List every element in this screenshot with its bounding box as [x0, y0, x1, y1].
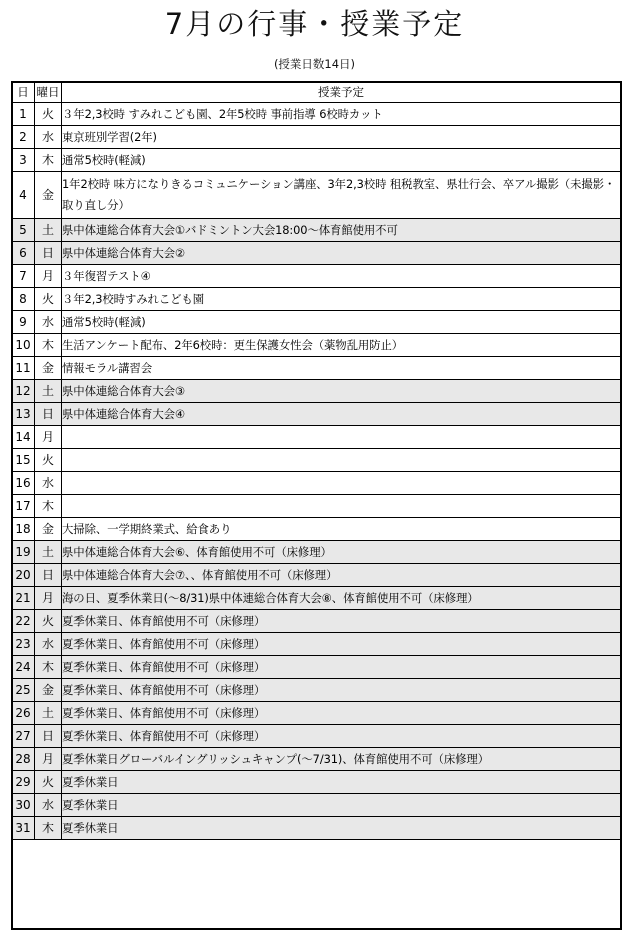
weekday-cell: 土	[35, 219, 62, 242]
event-cell: ３年復習テスト④	[62, 265, 621, 288]
table-row	[12, 817, 621, 840]
weekday-cell: 水	[35, 472, 62, 495]
table-row	[12, 771, 621, 794]
weekday-cell: 金	[35, 172, 62, 219]
day-cell: 25	[12, 679, 35, 702]
table-header-row	[12, 82, 621, 103]
weekday-cell: 金	[35, 518, 62, 541]
event-cell: 東京班別学習(2年)	[62, 126, 621, 149]
day-cell: 10	[12, 334, 35, 357]
weekday-cell: 火	[35, 771, 62, 794]
day-cell: 9	[12, 311, 35, 334]
day-cell: 28	[12, 748, 35, 771]
day-cell: 11	[12, 357, 35, 380]
header-events: 授業予定	[62, 82, 621, 103]
table-row	[12, 587, 621, 610]
day-cell: 7	[12, 265, 35, 288]
event-cell: 夏季休業日、体育館使用不可（床修理）	[62, 679, 621, 702]
day-cell: 20	[12, 564, 35, 587]
weekday-cell: 金	[35, 679, 62, 702]
day-cell: 2	[12, 126, 35, 149]
day-cell: 24	[12, 656, 35, 679]
table-row	[12, 357, 621, 380]
schedule-table	[11, 81, 621, 840]
event-cell	[62, 449, 621, 472]
table-row	[12, 311, 621, 334]
event-cell: 県中体連総合体育大会⑦、、体育館使用不可（床修理）	[62, 564, 621, 587]
table-row	[12, 242, 621, 265]
weekday-cell: 土	[35, 541, 62, 564]
day-cell: 12	[12, 380, 35, 403]
event-cell: ３年2,3校時すみれこども園	[62, 288, 621, 311]
page-title: 7月の行事・授業予定	[164, 7, 465, 41]
weekday-cell: 木	[35, 495, 62, 518]
day-cell: 23	[12, 633, 35, 656]
table-row	[12, 725, 621, 748]
event-cell: ３年2,3校時 すみれこども園、2年5校時 事前指導 6校時カット	[62, 103, 621, 126]
event-cell: 夏季休業日、体育館使用不可（床修理）	[62, 725, 621, 748]
weekday-cell: 水	[35, 126, 62, 149]
table-row	[12, 748, 621, 771]
event-cell: 生活アンケート配布、2年6校時：更生保護女性会（薬物乱用防止）	[62, 334, 621, 357]
weekday-cell: 水	[35, 794, 62, 817]
weekday-cell: 土	[35, 380, 62, 403]
table-row	[12, 541, 621, 564]
table-row	[12, 172, 621, 219]
event-cell: 夏季休業日	[62, 817, 621, 840]
table-row	[12, 495, 621, 518]
table-row	[12, 518, 621, 541]
table-row	[12, 702, 621, 725]
event-cell: 夏季休業日	[62, 771, 621, 794]
weekday-cell: 月	[35, 748, 62, 771]
event-cell: 県中体連総合体育大会①バドミントン大会18:00～体育館使用不可	[62, 219, 621, 242]
day-cell: 13	[12, 403, 35, 426]
event-cell: 情報モラル講習会	[62, 357, 621, 380]
class-days-note: (授業日数14日)	[273, 57, 356, 71]
day-cell: 19	[12, 541, 35, 564]
table-row	[12, 103, 621, 126]
table-row	[12, 149, 621, 172]
event-cell: 夏季休業日、体育館使用不可（床修理）	[62, 633, 621, 656]
day-cell: 6	[12, 242, 35, 265]
day-cell: 4	[12, 172, 35, 219]
event-cell: 県中体連総合体育大会⑥、体育館使用不可（床修理）	[62, 541, 621, 564]
table-row	[12, 794, 621, 817]
day-cell: 31	[12, 817, 35, 840]
day-cell: 27	[12, 725, 35, 748]
table-row	[12, 656, 621, 679]
event-cell	[62, 472, 621, 495]
weekday-cell: 木	[35, 817, 62, 840]
day-cell: 14	[12, 426, 35, 449]
event-cell: 県中体連総合体育大会④	[62, 403, 621, 426]
event-cell: 県中体連総合体育大会②	[62, 242, 621, 265]
table-row	[12, 219, 621, 242]
weekday-cell: 日	[35, 564, 62, 587]
event-cell: 通常5校時(軽減)	[62, 149, 621, 172]
day-cell: 26	[12, 702, 35, 725]
table-row	[12, 679, 621, 702]
day-cell: 17	[12, 495, 35, 518]
day-cell: 30	[12, 794, 35, 817]
day-cell: 18	[12, 518, 35, 541]
event-cell	[62, 426, 621, 449]
table-row	[12, 403, 621, 426]
weekday-cell: 土	[35, 702, 62, 725]
weekday-cell: 月	[35, 587, 62, 610]
event-cell: 夏季休業日	[62, 794, 621, 817]
header-day: 日	[12, 82, 35, 103]
weekday-cell: 火	[35, 288, 62, 311]
day-cell: 21	[12, 587, 35, 610]
table-row	[12, 633, 621, 656]
weekday-cell: 火	[35, 610, 62, 633]
event-cell: 大掃除、一学期終業式、給食あり	[62, 518, 621, 541]
event-cell: 夏季休業日グローバルイングリッシュキャンプ(～7/31)、体育館使用不可（床修理）	[62, 748, 621, 771]
table-row	[12, 265, 621, 288]
weekday-cell: 日	[35, 725, 62, 748]
day-cell: 8	[12, 288, 35, 311]
day-cell: 1	[12, 103, 35, 126]
table-row	[12, 288, 621, 311]
weekday-cell: 木	[35, 334, 62, 357]
table-row	[12, 449, 621, 472]
weekday-cell: 水	[35, 311, 62, 334]
day-cell: 5	[12, 219, 35, 242]
event-cell: 通常5校時(軽減)	[62, 311, 621, 334]
event-cell: 海の日、夏季休業日(～8/31)県中体連総合体育大会⑧、体育館使用不可（床修理）	[62, 587, 621, 610]
event-cell: 夏季休業日、体育館使用不可（床修理）	[62, 656, 621, 679]
day-cell: 29	[12, 771, 35, 794]
table-row	[12, 564, 621, 587]
weekday-cell: 日	[35, 242, 62, 265]
day-cell: 16	[12, 472, 35, 495]
weekday-cell: 木	[35, 149, 62, 172]
table-row	[12, 472, 621, 495]
table-row	[12, 334, 621, 357]
table-row	[12, 126, 621, 149]
schedule-body	[12, 103, 621, 840]
day-cell: 22	[12, 610, 35, 633]
weekday-cell: 木	[35, 656, 62, 679]
header-weekday: 曜日	[35, 82, 62, 103]
weekday-cell: 月	[35, 265, 62, 288]
weekday-cell: 金	[35, 357, 62, 380]
weekday-cell: 日	[35, 403, 62, 426]
weekday-cell: 火	[35, 449, 62, 472]
event-cell	[62, 495, 621, 518]
table-row	[12, 380, 621, 403]
day-cell: 3	[12, 149, 35, 172]
day-cell: 15	[12, 449, 35, 472]
table-row	[12, 610, 621, 633]
event-cell: 1年2校時 味方になりきるコミュニケーション講座、3年2,3校時 租税教室、県壮行会、卒アル撮影（未撮影・取り直し分）	[62, 172, 621, 219]
event-cell: 夏季休業日、体育館使用不可（床修理）	[62, 702, 621, 725]
weekday-cell: 水	[35, 633, 62, 656]
table-row	[12, 426, 621, 449]
event-cell: 県中体連総合体育大会③	[62, 380, 621, 403]
weekday-cell: 月	[35, 426, 62, 449]
weekday-cell: 火	[35, 103, 62, 126]
event-cell: 夏季休業日、体育館使用不可（床修理）	[62, 610, 621, 633]
